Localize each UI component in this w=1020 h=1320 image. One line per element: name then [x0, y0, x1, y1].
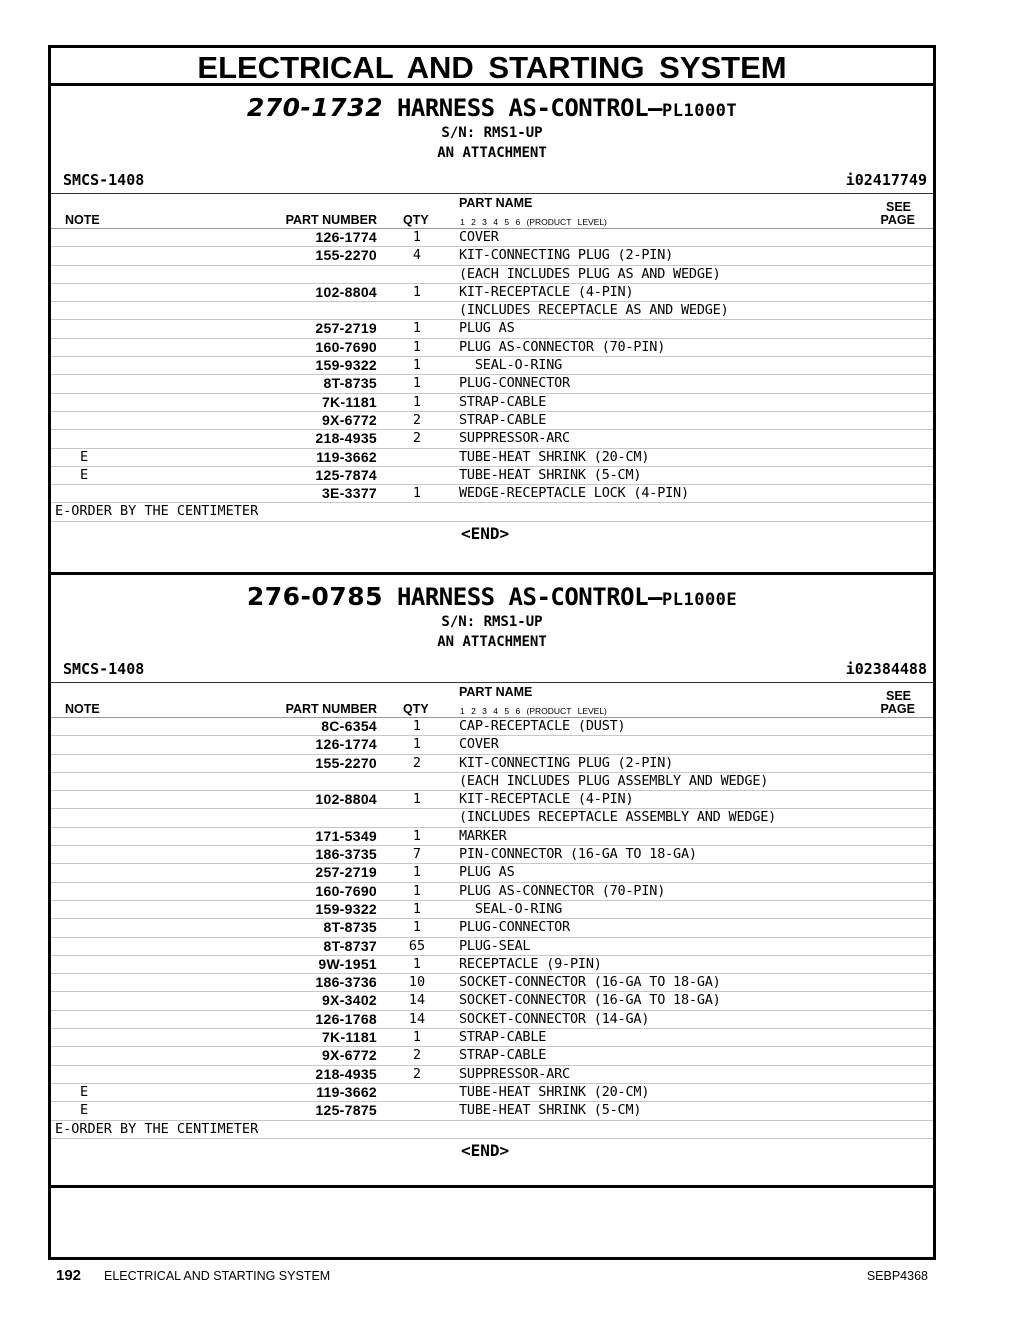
table-row: [51, 883, 933, 901]
part-number-cell: 102-8804: [315, 283, 377, 300]
part-name-cell: (EACH INCLUDES PLUG AS AND WEDGE): [459, 265, 721, 282]
part-name-cell: RECEPTACLE (9-PIN): [459, 955, 602, 972]
qty-cell: 65: [408, 937, 426, 954]
part-number-cell: 171-5349: [315, 827, 377, 844]
part-name-cell: PLUG AS-CONNECTOR (70-PIN): [459, 882, 666, 899]
header-part-number: PART NUMBER: [285, 702, 377, 716]
part-name-cell: SOCKET-CONNECTOR (14-GA): [459, 1010, 650, 1027]
part-name-cell: STRAP-CABLE: [459, 1029, 547, 1046]
header-qty: QTY: [403, 213, 429, 227]
end-marker: <END>: [461, 1140, 510, 1160]
table-row: [51, 320, 933, 338]
table-row: [51, 938, 933, 956]
qty-cell: 1: [412, 485, 422, 502]
attachment-label: AN ATTACHMENT: [437, 145, 547, 161]
part-name-cell: STRAP-CABLE: [459, 1047, 547, 1064]
part-number-cell: 9X-6772: [321, 1047, 377, 1064]
note-cell: E: [80, 1083, 89, 1100]
qty-cell: 1: [412, 882, 422, 899]
footnote: E-ORDER BY THE CENTIMETER: [55, 1120, 259, 1137]
serial-range: S/N: RMS1-UP: [441, 614, 543, 630]
part-name-cell: STRAP-CABLE: [459, 411, 547, 428]
header-qty: QTY: [403, 702, 429, 716]
end-marker: <END>: [461, 523, 510, 543]
section-part-number: 276-0785: [246, 582, 383, 611]
table-row: [51, 1047, 933, 1065]
part-name-cell: MARKER: [459, 827, 507, 844]
table-row: [51, 846, 933, 864]
part-number-cell: 8T-8735: [323, 375, 377, 392]
table-row: [51, 339, 933, 357]
page-heading: ELECTRICAL AND STARTING SYSTEM: [51, 48, 933, 86]
part-name-cell: KIT-CONNECTING PLUG (2-PIN): [459, 247, 674, 264]
section-name: HARNESS AS-CONTROL: [396, 583, 649, 611]
table-row: [51, 1084, 933, 1102]
qty-cell: 2: [412, 430, 422, 447]
part-number-cell: 7K-1181: [321, 393, 377, 410]
parts-section-276-0785: [51, 575, 933, 1188]
section-model: PL1000T: [662, 101, 738, 121]
part-number-cell: 119-3662: [316, 1083, 377, 1100]
qty-cell: 14: [408, 992, 426, 1009]
qty-cell: 1: [412, 791, 422, 808]
part-number-cell: 155-2270: [315, 754, 377, 771]
part-name-cell: PLUG-SEAL: [459, 937, 531, 954]
part-name-cell: COVER: [459, 229, 499, 245]
note-cell: E: [80, 466, 89, 483]
table-row: [51, 247, 933, 265]
part-number-cell: 257-2719: [315, 864, 377, 881]
qty-cell: 1: [412, 919, 422, 936]
part-name-cell: SOCKET-CONNECTOR (16-GA TO 18-GA): [459, 974, 721, 991]
page-number: 192: [56, 1267, 82, 1284]
section-title: [51, 581, 933, 613]
column-header-row: [51, 193, 933, 229]
part-name-cell: PIN-CONNECTOR (16-GA TO 18-GA): [459, 846, 697, 863]
part-name-cell: SUPPRESSOR-ARC: [459, 430, 570, 447]
qty-cell: 7: [412, 846, 422, 863]
part-name-cell: SEAL-O-RING: [459, 357, 563, 374]
part-number-cell: 102-8804: [315, 791, 377, 808]
part-number-cell: 160-7690: [315, 882, 377, 899]
footnote-row: [51, 1121, 933, 1139]
header-note: NOTE: [65, 702, 100, 716]
part-name-cell: PLUG AS-CONNECTOR (70-PIN): [459, 338, 666, 355]
part-number-cell: 159-9322: [315, 357, 377, 374]
qty-cell: 10: [408, 974, 426, 991]
part-name-cell: TUBE-HEAT SHRINK (5-CM): [459, 466, 642, 483]
table-row: [51, 357, 933, 375]
table-row: [51, 736, 933, 754]
qty-cell: 1: [412, 229, 422, 245]
part-number-cell: 125-7874: [315, 466, 377, 483]
illustration-id: i02384488: [845, 660, 927, 678]
table-row: [51, 864, 933, 882]
part-name-cell: (INCLUDES RECEPTACLE ASSEMBLY AND WEDGE): [459, 809, 777, 826]
qty-cell: 2: [412, 1047, 422, 1064]
header-part-name: PART NAME: [459, 685, 533, 699]
qty-cell: 1: [412, 718, 422, 734]
part-name-cell: PLUG-CONNECTOR: [459, 919, 570, 936]
qty-cell: 1: [412, 864, 422, 881]
table-row: [51, 266, 933, 284]
table-row: [51, 1066, 933, 1084]
table-row: [51, 284, 933, 302]
table-row: [51, 919, 933, 937]
qty-cell: 1: [412, 1029, 422, 1046]
table-row: [51, 809, 933, 827]
part-name-cell: KIT-CONNECTING PLUG (2-PIN): [459, 754, 674, 771]
header-see: SEE: [885, 689, 911, 703]
page-footer: [56, 1266, 928, 1286]
qty-cell: 2: [412, 411, 422, 428]
part-number-cell: 155-2270: [315, 247, 377, 264]
part-number-cell: 125-7875: [315, 1102, 377, 1119]
parts-section-270-1732: [51, 86, 933, 575]
footnote-row: [51, 503, 933, 521]
part-number-cell: 160-7690: [315, 338, 377, 355]
part-number-cell: 9X-6772: [321, 411, 377, 428]
title-dash: —: [648, 583, 662, 611]
part-name-cell: COVER: [459, 736, 499, 753]
table-row: [51, 992, 933, 1010]
part-number-cell: 126-1774: [315, 229, 377, 245]
column-header-row: [51, 682, 933, 718]
part-name-cell: PLUG-CONNECTOR: [459, 375, 570, 392]
part-number-cell: 186-3735: [315, 846, 377, 863]
qty-cell: 1: [412, 283, 422, 300]
part-number-cell: 3E-3377: [321, 485, 377, 502]
part-number-cell: 8T-8735: [323, 919, 377, 936]
part-number-cell: 126-1768: [315, 1010, 377, 1027]
part-name-cell: PLUG AS: [459, 864, 515, 881]
table-row: [51, 1029, 933, 1047]
serial-range: S/N: RMS1-UP: [441, 125, 543, 141]
qty-cell: 1: [412, 736, 422, 753]
part-name-cell: SUPPRESSOR-ARC: [459, 1065, 570, 1082]
table-row: [51, 901, 933, 919]
part-number-cell: 7K-1181: [321, 1029, 377, 1046]
part-name-cell: CAP-RECEPTACLE (DUST): [459, 718, 626, 734]
header-page: PAGE: [880, 702, 915, 716]
table-row: [51, 394, 933, 412]
part-number-cell: 9W-1951: [318, 955, 377, 972]
part-number-cell: 9X-3402: [321, 992, 377, 1009]
qty-cell: 2: [412, 754, 422, 771]
part-name-cell: (EACH INCLUDES PLUG ASSEMBLY AND WEDGE): [459, 772, 769, 789]
table-row: [51, 485, 933, 503]
part-name-cell: PLUG AS: [459, 320, 515, 337]
title-dash: —: [648, 94, 662, 122]
qty-cell: 1: [412, 338, 422, 355]
illustration-id: i02417749: [845, 171, 927, 189]
header-note: NOTE: [65, 213, 100, 227]
table-row: [51, 718, 933, 736]
table-row: [51, 467, 933, 485]
header-page: PAGE: [880, 213, 915, 227]
part-number-cell: 186-3736: [315, 974, 377, 991]
qty-cell: 2: [412, 1065, 422, 1082]
table-row: [51, 828, 933, 846]
header-see: SEE: [885, 200, 911, 214]
header-part-name: PART NAME: [459, 196, 533, 210]
table-row: [51, 755, 933, 773]
qty-cell: 14: [408, 1010, 426, 1027]
part-name-cell: WEDGE-RECEPTACLE LOCK (4-PIN): [459, 485, 689, 502]
table-row: [51, 302, 933, 320]
qty-cell: 1: [412, 393, 422, 410]
table-row: [51, 956, 933, 974]
qty-cell: 1: [412, 900, 422, 917]
qty-cell: 1: [412, 955, 422, 972]
qty-cell: 1: [412, 357, 422, 374]
part-number-cell: 119-3662: [316, 448, 377, 465]
part-name-cell: KIT-RECEPTACLE (4-PIN): [459, 283, 634, 300]
table-row: [51, 1102, 933, 1120]
part-name-cell: (INCLUDES RECEPTACLE AS AND WEDGE): [459, 302, 729, 319]
smcs-code: SMCS-1408: [63, 660, 145, 678]
parts-list: [51, 229, 933, 548]
header-product-levels: 1 2 3 4 5 6 (PRODUCT LEVEL): [460, 706, 607, 716]
table-row: [51, 791, 933, 809]
header-product-levels: 1 2 3 4 5 6 (PRODUCT LEVEL): [460, 217, 607, 227]
table-row: [51, 229, 933, 247]
table-row: [51, 974, 933, 992]
qty-cell: 4: [412, 247, 422, 264]
header-part-number: PART NUMBER: [285, 213, 377, 227]
part-name-cell: TUBE-HEAT SHRINK (5-CM): [459, 1102, 642, 1119]
qty-cell: 1: [412, 320, 422, 337]
parts-list: [51, 718, 933, 1165]
part-name-cell: SEAL-O-RING: [459, 900, 563, 917]
part-name-cell: SOCKET-CONNECTOR (16-GA TO 18-GA): [459, 992, 721, 1009]
table-row: [51, 449, 933, 467]
part-name-cell: TUBE-HEAT SHRINK (20-CM): [459, 1083, 650, 1100]
part-number-cell: 8C-6354: [321, 718, 377, 734]
part-number-cell: 218-4935: [315, 1065, 377, 1082]
part-name-cell: KIT-RECEPTACLE (4-PIN): [459, 791, 634, 808]
attachment-label: AN ATTACHMENT: [437, 634, 547, 650]
table-row: [51, 412, 933, 430]
table-row: [51, 375, 933, 393]
section-name: HARNESS AS-CONTROL: [396, 94, 649, 122]
part-number-cell: 159-9322: [315, 900, 377, 917]
part-number-cell: 126-1774: [315, 736, 377, 753]
part-name-cell: TUBE-HEAT SHRINK (20-CM): [459, 448, 650, 465]
note-cell: E: [80, 448, 89, 465]
qty-cell: 1: [412, 375, 422, 392]
table-row: [51, 430, 933, 448]
parts-page-frame: [48, 45, 936, 1260]
section-model: PL1000E: [662, 590, 738, 610]
note-cell: E: [80, 1102, 89, 1119]
part-number-cell: 257-2719: [315, 320, 377, 337]
part-name-cell: STRAP-CABLE: [459, 393, 547, 410]
table-row: [51, 1011, 933, 1029]
table-row: [51, 773, 933, 791]
part-number-cell: 8T-8737: [323, 937, 377, 954]
footnote: E-ORDER BY THE CENTIMETER: [55, 503, 259, 520]
section-title: [51, 92, 933, 124]
footer-system-name: ELECTRICAL AND STARTING SYSTEM: [104, 1269, 331, 1283]
document-code: SEBP4368: [866, 1269, 928, 1283]
smcs-code: SMCS-1408: [63, 171, 145, 189]
part-number-cell: 218-4935: [315, 430, 377, 447]
section-part-number: 270-1732: [246, 93, 383, 122]
qty-cell: 1: [412, 827, 422, 844]
